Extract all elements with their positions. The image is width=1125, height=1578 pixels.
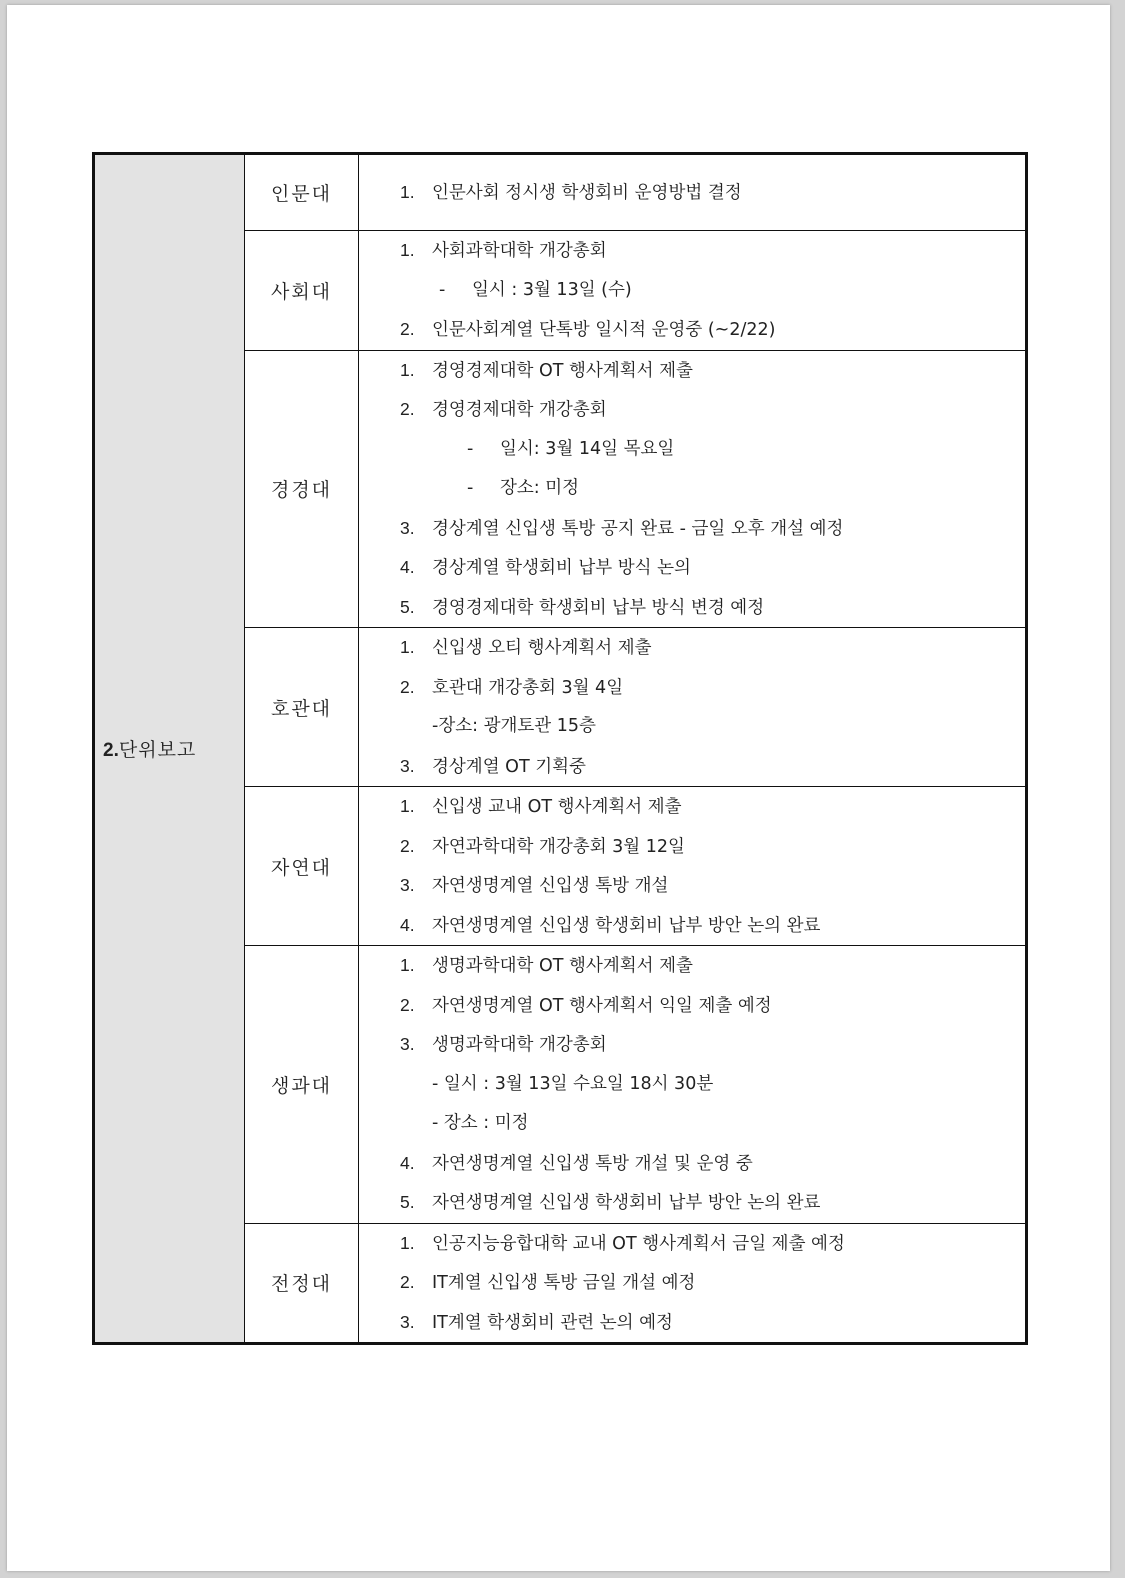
list-item [359,1144,1025,1184]
item-text: 경상계열 신입생 톡방 공지 완료 - 금일 오후 개설 예정 [432,518,844,539]
college-items-cell [359,350,1027,628]
item-text: 신입생 교내 OT 행사계획서 제출 [432,797,682,817]
college-name: 자연대 [245,787,359,946]
section-label-cell [94,154,245,1344]
list-item [359,1183,1025,1223]
college-name: 경경대 [245,350,359,628]
item-text: 경상계열 OT 기획중 [432,756,586,777]
item-number: 3. [400,1034,415,1054]
list-item [359,588,1025,628]
college-name: 전정대 [245,1223,359,1344]
college-items-cell [359,1223,1027,1344]
list-item [359,155,1025,230]
unit-report-table [92,152,1028,1345]
subitem-text: -장소: 광개토관 15층 [432,716,596,736]
item-number: 3. [400,1311,415,1332]
item-text: 경상계열 학생회비 납부 방식 논의 [432,558,691,578]
item-list [359,787,1025,945]
item-list [359,351,1025,628]
list-item [359,906,1025,946]
item-text: 인문사회 정시생 학생회비 운영방법 결정 [432,183,742,203]
college-items-cell [359,231,1027,351]
item-number: 5. [400,1192,415,1212]
item-number: 2. [400,1272,415,1292]
list-item [359,747,1025,787]
list-item [359,946,1025,986]
item-number: 2. [400,994,415,1015]
item-text: 자연과학대학 개강총회 3월 12일 [432,836,685,857]
list-item [359,787,1025,827]
item-text: 경영경제대학 개강총회 [432,400,607,420]
item-text: IT계열 신입생 톡방 금일 개설 예정 [432,1273,696,1293]
college-items-cell [359,946,1027,1224]
subitem-dash: - [467,478,474,498]
list-item [359,1263,1025,1303]
list-item [359,509,1025,549]
item-text: 자연생명계열 신입생 학생회비 납부 방안 논의 완료 [432,915,821,936]
list-item [359,1303,1025,1343]
subitem-text: - 일시 : 3월 13일 수요일 18시 30분 [432,1073,714,1094]
college-items-cell [359,628,1027,787]
item-text: 인공지능융합대학 교내 OT 행사계획서 금일 제출 예정 [432,1233,845,1254]
item-text: 경영경제대학 학생회비 납부 방식 변경 예정 [432,597,765,618]
item-number: 3. [400,755,415,776]
college-name: 생과대 [245,946,359,1224]
item-number: 1. [400,359,415,380]
list-item [359,986,1025,1026]
list-item [359,866,1025,906]
section-title: 단위보고 [118,739,197,761]
subitem-dash: - [439,279,446,300]
item-number: 2. [400,399,415,419]
item-number: 2. [400,319,415,339]
item-list [359,1224,1025,1343]
item-number: 1. [400,796,415,816]
list-subitem [359,469,1025,509]
college-items-cell [359,787,1027,946]
list-subitem [359,1065,1025,1105]
item-number: 2. [400,676,415,697]
subitem-text: 일시: 3월 14일 목요일 [500,438,675,459]
list-item [359,628,1025,668]
item-list [359,946,1025,1223]
item-list [359,628,1025,786]
list-item [359,310,1025,350]
item-text: 자연생명계열 신입생 톡방 개설 및 운영 중 [432,1153,753,1174]
list-item [359,1025,1025,1065]
subitem-text: - 장소 : 미정 [432,1113,529,1133]
list-item [359,390,1025,430]
item-number: 1. [400,637,415,657]
subitem-dash: - [467,438,474,459]
item-text: 자연생명계열 신입생 학생회비 납부 방안 논의 완료 [432,1193,821,1213]
item-list [359,155,1025,230]
college-items-cell [359,154,1027,231]
item-number: 4. [400,914,415,935]
item-text: 신입생 오티 행사계획서 제출 [432,638,652,658]
item-text: IT계열 학생회비 관련 논의 예정 [432,1312,673,1333]
list-subitem [359,271,1025,311]
item-text: 생명과학대학 OT 행사계획서 제출 [432,956,693,976]
item-number: 3. [400,875,415,895]
college-name: 사회대 [245,231,359,351]
item-list [359,231,1025,350]
subitem-text: 일시 : 3월 13일 (수) [472,279,632,300]
section-number: 2. [103,740,119,761]
list-subitem [359,430,1025,470]
item-text: 사회과학대학 개강총회 [432,241,607,261]
item-text: 호관대 개강총회 3월 4일 [432,677,624,698]
college-name: 인문대 [245,154,359,231]
list-subitem [359,707,1025,747]
college-row-inmun [94,154,1027,231]
item-number: 3. [400,517,415,538]
list-item [359,827,1025,867]
item-text: 경영경제대학 OT 행사계획서 제출 [432,360,693,381]
list-item [359,351,1025,391]
list-item [359,231,1025,271]
item-number: 2. [400,835,415,856]
item-text: 인문사회계열 단톡방 일시적 운영중 (~2/22) [432,320,776,340]
list-item [359,548,1025,588]
item-number: 1. [400,182,415,202]
subitem-text: 장소: 미정 [500,478,580,498]
item-number: 4. [400,557,415,577]
list-item [359,668,1025,708]
item-text: 자연생명계열 OT 행사계획서 익일 제출 예정 [432,995,772,1016]
item-text: 생명과학대학 개강총회 [432,1035,607,1055]
item-text: 자연생명계열 신입생 톡방 개설 [432,876,669,896]
list-subitem [359,1104,1025,1144]
college-name: 호관대 [245,628,359,787]
document-page [7,5,1110,1571]
list-item [359,1224,1025,1264]
item-number: 5. [400,596,415,617]
item-number: 1. [400,240,415,260]
item-number: 1. [400,955,415,975]
item-number: 4. [400,1152,415,1173]
item-number: 1. [400,1232,415,1253]
